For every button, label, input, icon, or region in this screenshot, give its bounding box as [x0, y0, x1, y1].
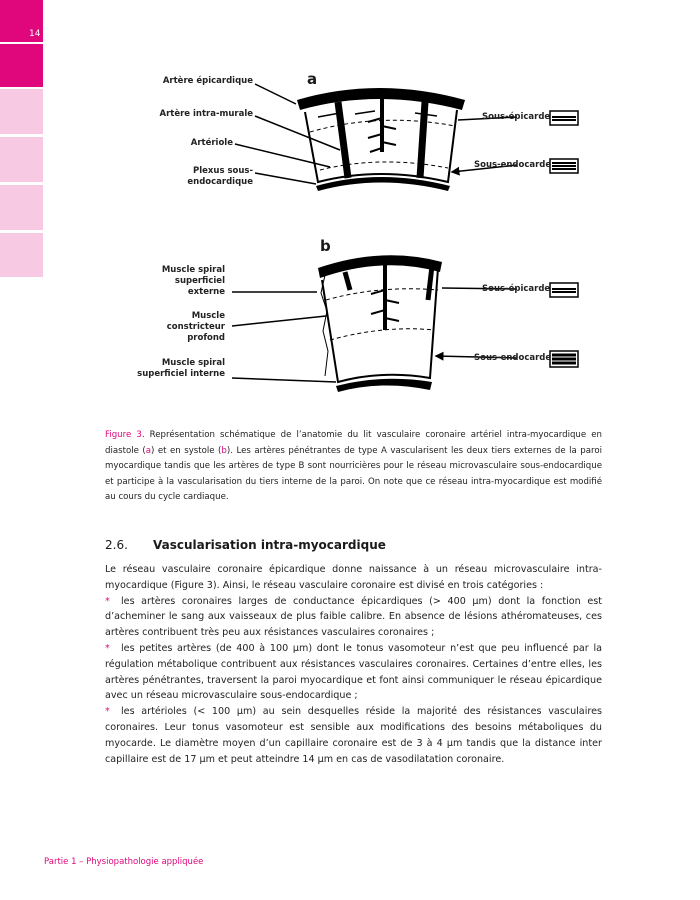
bullet-icon: * — [105, 706, 110, 718]
section-heading — [105, 538, 386, 552]
label-arteriole: Artériole — [190, 138, 233, 148]
running-footer: Partie 1 – Physiopathologie appliquée — [44, 857, 204, 867]
label-sous-endocarde-a: Sous-endocarde — [474, 160, 552, 170]
panel-b-letter: b — [320, 237, 331, 255]
page-number: 14 — [29, 29, 41, 39]
list-item-text: les artérioles (< 100 µm) au sein desquelles réside la majorité des résistances vasculaires coronaires. Leur tonus vasomoteur est sensible aux modifications des besoins métaboliques du myocarde. Le diamètre moyen d’un capillaire coronaire est de 3 à 4 µm tandis que la distance inter capillaire est de 17 µm et peut atteindre 14 µm en cas de vasodilatation coronaire. — [105, 706, 602, 765]
panel-a-letter: a — [307, 70, 318, 88]
panel-a-drawing — [235, 84, 578, 191]
panel-b-drawing — [232, 255, 578, 392]
section-number: 2.6. — [105, 538, 128, 552]
list-item — [105, 704, 602, 767]
caption-ref-a: a — [145, 445, 152, 456]
caption-text: ). Les artères pénétrantes de type A vascularisent les deux tiers externes de la paroi myocardique tandis que les artères de type B sont nourricières pour le réseau microvasculaire sous-endocardique et participe à la vascularisation du tiers interne de la paroi. On note que ce réseau intra-myocardique est modifié au cours du cycle cardiaque. — [105, 445, 602, 503]
figure-3-diagram — [0, 0, 700, 420]
label-sous-epicarde-a: Sous-épicarde — [482, 112, 551, 122]
bullet-icon: * — [105, 642, 110, 654]
label-muscle-spiral-interne: Muscle spiral superficiel interne — [137, 358, 225, 379]
figure-caption — [105, 428, 602, 506]
label-artere-intra-murale: Artère intra-murale — [159, 109, 253, 119]
label-muscle-constricteur: Muscle constricteur profond — [166, 311, 225, 343]
section-body — [105, 562, 602, 767]
label-muscle-spiral-externe: Muscle spiral superficiel externe — [161, 265, 225, 297]
list-item-text: les artères coronaires larges de conductance épicardiques (> 400 µm) dont la fonction est d’acheminer le sang aux vaisseaux de plus faible calibre. En absence de lésions athéromateuses, ces artères contribuent très peu aux résistances vasculaires coronaires ; — [105, 595, 602, 639]
label-plexus-sous-endocardique: Plexus sous-endocardique — [187, 166, 253, 187]
label-artere-epicardique: Artère épicardique — [162, 76, 253, 86]
list-item — [105, 594, 602, 641]
caption-text: . Représentation schématique de l’anatomie du lit vasculaire coronaire artériel intra-myocardique en diastole ( — [105, 430, 602, 456]
list-item-text: les petites artères (de 400 à 100 µm) dont le tonus vasomoteur n’est que peu influencé par la régulation métabolique contribuent aux résistances vasculaires coronaires. Certaines d’entre elles, les artères pénétrantes, traversent la paroi myocardique et font ainsi communiquer le réseau épicardique avec un réseau microvasculaire sous-endocardique ; — [105, 642, 602, 702]
intro-paragraph: Le réseau vasculaire coronaire épicardique donne naissance à un réseau microvasculaire intra-myocardique (Figure 3). Ainsi, le réseau vasculaire coronaire est divisé en trois catégories : — [105, 564, 602, 591]
list-item — [105, 641, 602, 704]
caption-text: ) et en systole ( — [151, 445, 222, 456]
label-sous-epicarde-b: Sous-épicarde — [482, 284, 551, 294]
figure-label: Figure 3 — [105, 430, 142, 440]
label-sous-endocarde-b: Sous-endocarde — [474, 353, 552, 363]
section-title: Vascularisation intra-myocardique — [153, 538, 386, 552]
bullet-icon: * — [105, 595, 110, 607]
caption-ref-b: b — [221, 445, 227, 456]
